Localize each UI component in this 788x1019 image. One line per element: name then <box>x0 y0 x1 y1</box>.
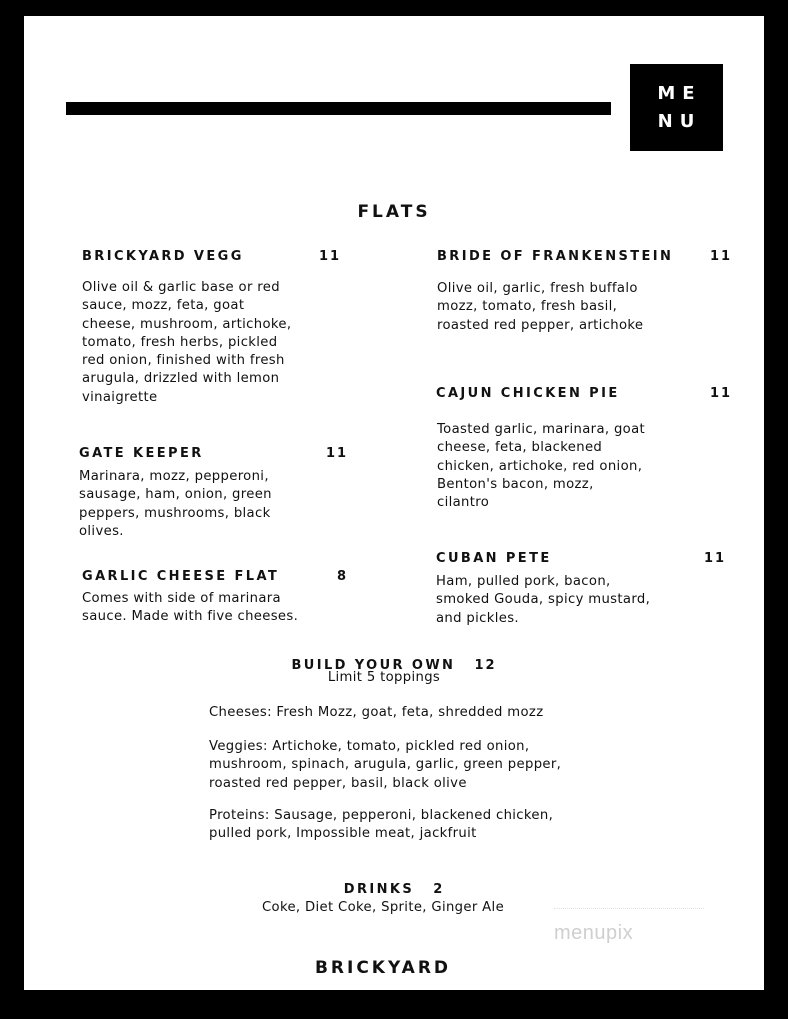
item-desc-brickyard-vegg: Olive oil & garlic base or red sauce, mozz, feta, goat cheese, mushroom, artichoke, tomato, fresh herbs, pickled red onion, finished with fresh arugula, drizzled with lemon vinaigrette <box>82 280 292 405</box>
drinks-title: DRINKS <box>343 882 415 897</box>
item-price-bride-of-frankenstein: 11 <box>710 249 733 264</box>
item-price-gate-keeper: 11 <box>326 446 349 461</box>
header-bar <box>66 102 611 115</box>
drinks-price: 2 <box>433 882 445 897</box>
item-title-bride-of-frankenstein: BRIDE OF FRANKENSTEIN <box>437 249 674 264</box>
menu-logo-line1: ME <box>657 83 702 104</box>
item-desc-garlic-cheese-flat: Comes with side of marinara sauce. Made with five cheeses. <box>82 591 299 625</box>
footer-brand: BRICKYARD <box>314 958 452 978</box>
watermark-divider <box>554 908 704 909</box>
toppings-proteins: Proteins: Sausage, pepperoni, blackened chicken, pulled pork, Impossible meat, jackfruit <box>209 808 554 842</box>
build-your-own-subtitle: Limit 5 toppings <box>327 670 441 685</box>
toppings-cheeses: Cheeses: Fresh Mozz, goat, feta, shredded mozz <box>209 705 544 720</box>
drinks-list: Coke, Diet Coke, Sprite, Ginger Ale <box>261 900 505 915</box>
item-price-cuban-pete: 11 <box>704 551 727 566</box>
item-desc-cajun-chicken-pie: Toasted garlic, marinara, goat cheese, feta, blackened chicken, artichoke, red onion, Benton's bacon, mozz, cilantro <box>437 422 646 511</box>
item-desc-bride-of-frankenstein: Olive oil, garlic, fresh buffalo mozz, tomato, fresh basil, roasted red pepper, artichoke <box>437 281 644 333</box>
section-title: FLATS <box>357 202 431 222</box>
build-your-own-title: BUILD YOUR OWN <box>291 658 456 673</box>
build-your-own-price: 12 <box>474 658 497 673</box>
item-title-cajun-chicken-pie: CAJUN CHICKEN PIE <box>436 386 620 401</box>
item-price-cajun-chicken-pie: 11 <box>710 386 733 401</box>
toppings-veggies: Veggies: Artichoke, tomato, pickled red onion, mushroom, spinach, arugula, garlic, green pepper, roasted red pepper, basil, black olive <box>209 739 562 791</box>
drinks-heading <box>24 878 764 897</box>
item-title-brickyard-vegg: BRICKYARD VEGG <box>82 249 244 264</box>
menupix-watermark: menupix <box>554 922 634 944</box>
item-title-garlic-cheese-flat: GARLIC CHEESE FLAT <box>82 569 280 584</box>
menu-logo-line2: NU <box>657 111 702 132</box>
item-desc-cuban-pete: Ham, pulled pork, bacon, smoked Gouda, spicy mustard, and pickles. <box>436 574 651 626</box>
item-title-cuban-pete: CUBAN PETE <box>436 551 552 566</box>
item-price-brickyard-vegg: 11 <box>319 249 342 264</box>
item-price-garlic-cheese-flat: 8 <box>337 569 349 584</box>
menu-page <box>24 16 764 990</box>
item-title-gate-keeper: GATE KEEPER <box>79 446 204 461</box>
item-desc-gate-keeper: Marinara, mozz, pepperoni, sausage, ham, onion, green peppers, mushrooms, black olives. <box>79 469 272 539</box>
menu-logo-box <box>630 64 723 151</box>
